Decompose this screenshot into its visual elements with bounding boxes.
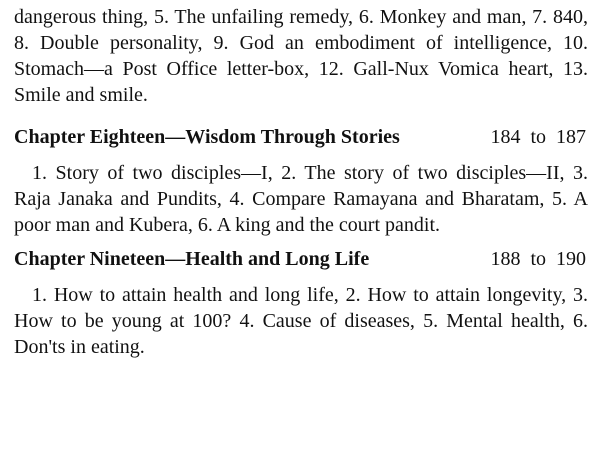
chapter-page-range: 188 to 190 xyxy=(490,248,586,270)
chapter-heading-nineteen xyxy=(14,246,588,272)
chapter-title: Chapter Eighteen—Wisdom Through Stories xyxy=(14,126,400,148)
chapter-page-range: 184 to 187 xyxy=(490,126,586,148)
chapter-title: Chapter Nineteen—Health and Long Life xyxy=(14,248,370,270)
chapter-contents-eighteen: 1. Story of two disciples—I, 2. The story of two disciples—II, 3. Raja Janaka and Pundits, 4. Compare Ramayana and Bharatam, 5. A poor man and Kubera, 6. A king and the court pandit. xyxy=(14,162,588,236)
continuation-paragraph: dangerous thing, 5. The unfailing remedy, 6. Monkey and man, 7. 840, 8. Double personality, 9. God an embodiment of intelligence, 10. Stomach—a Post Office letter-box, 12. Gall-Nux Vomica heart, 13. Smile and smile. xyxy=(14,6,588,106)
contents-page xyxy=(14,4,588,360)
chapter-heading-eighteen xyxy=(14,124,588,150)
chapter-contents-nineteen: 1. How to attain health and long life, 2. How to attain longevity, 3. How to be young at 100? 4. Cause of diseases, 5. Mental health, 6. Don'ts in eating. xyxy=(14,284,588,358)
